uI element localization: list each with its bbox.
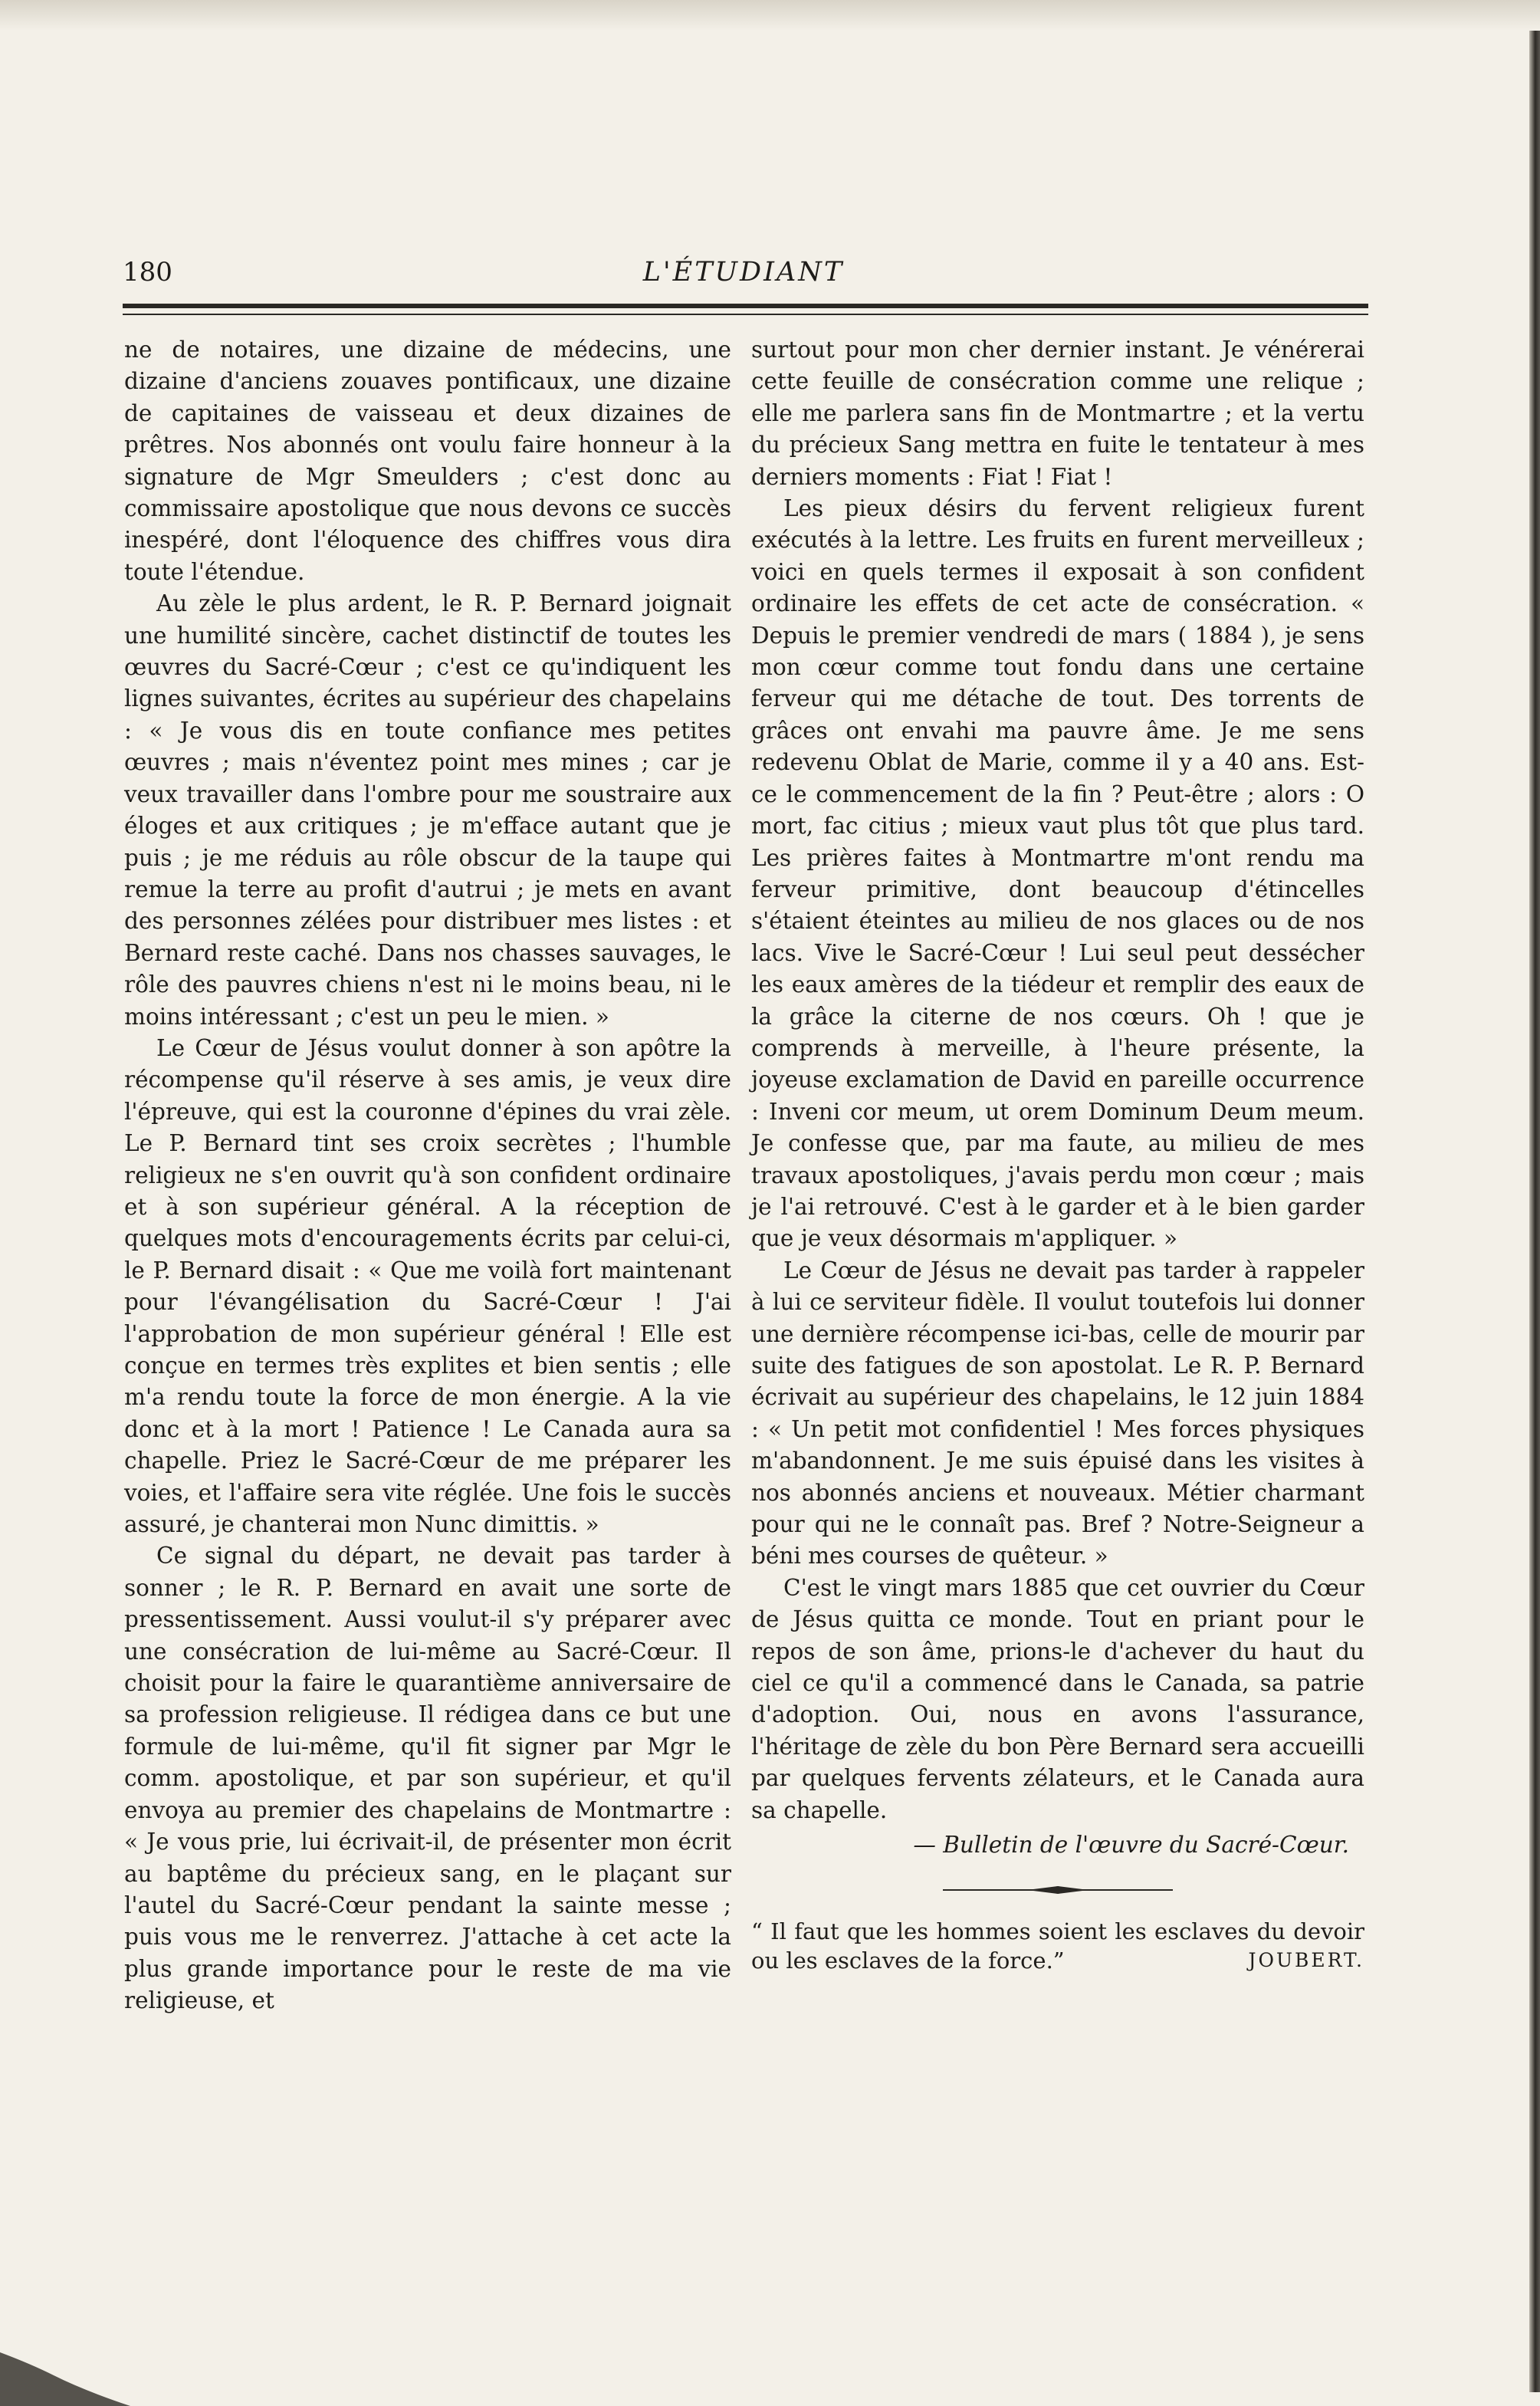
source-attribution: — Bulletin de l'œuvre du Sacré-Cœur. bbox=[913, 1832, 1349, 1859]
page-top-shadow bbox=[0, 0, 1540, 31]
journal-title: L'ÉTUDIANT bbox=[642, 257, 845, 288]
right-column bbox=[751, 334, 1364, 1975]
paragraph: Le Cœur de Jésus ne devait pas tarder à rappeler à lui ce serviteur fidèle. Il voulut toutefois lui donner une dernière récompense ici-bas, celle de mourir par suite des fatigues de son apostolat. Le R. P. Bernard écrivait au supérieur des chapelains, le 12 juin 1884 : « Un petit mot confidentiel ! Mes forces physiques m'abandonnent. Je me suis épuisé dans les visites à nos abonnés anciens et nouveaux. Métier charmant pour qui ne le connaît pas. Bref ? Notre-Seigneur a béni mes courses de quêteur. » bbox=[751, 1257, 1364, 1569]
paragraph: ne de notaires, une dizaine de médecins, une dizaine d'anciens zouaves pontificaux, une dizaine de capitaines de vaisseau et deux dizaines de prêtres. Nos abonnés ont voulu faire honneur à la signature de Mgr Smeulders ; c'est donc au commissaire apostolique que nous devons ce succès inespéré, dont l'éloquence des chiffres vous dira toute l'étendue. bbox=[124, 337, 731, 585]
paragraph: Au zèle le plus ardent, le R. P. Bernard joignait une humilité sincère, cachet distinctif de toutes les œuvres du Sacré-Cœur ; c'est ce qu'indiquent les lignes suivantes, écrites au supérieur des chapelains : « Je vous dis en toute confiance mes petites œuvres ; mais n'éventez point mes mines ; car je veux travailler dans l'ombre pour me soustraire aux éloges et aux critiques ; je m'efface autant que je puis ; je me réduis au rôle obscur de la taupe qui remue la terre au profit d'autrui ; je mets en avant des personnes zélées pour distribuer mes listes : et Bernard reste caché. Dans nos chasses sauvages, le rôle des pauvres chiens n'est ni le moins beau, ni le moins intéressant ; c'est un peu le mien. » bbox=[124, 590, 731, 1030]
ornamental-divider bbox=[751, 1878, 1364, 1909]
left-column bbox=[124, 334, 731, 2017]
running-head bbox=[123, 257, 1364, 297]
divider-ornament-icon bbox=[935, 1878, 1180, 1901]
scan-smudge bbox=[0, 2322, 130, 2406]
paragraph: C'est le vingt mars 1885 que cet ouvrier du Cœur de Jésus quitta ce monde. Tout en priant pour le repos de son âme, prions-le d'achever du haut du ciel ce qu'il a commencé dans le Canada, sa patrie d'adoption. Oui, nous en avons l'assurance, l'héritage de zèle du bon Père Bernard sera accueilli par quelques fervents zélateurs, et le Canada aura sa chapelle. bbox=[751, 1574, 1364, 1823]
paragraph: Le Cœur de Jésus voulut donner à son apôtre la récompense qu'il réserve à ses amis, je veux dire l'épreuve, qui est la couronne d'épines du vrai zèle. Le P. Bernard tint ses croix secrètes ; l'humble religieux ne s'en ouvrit qu'à son confident ordinaire et à son supérieur général. A la réception de quelques mots d'encouragements écrits par celui-ci, le P. Bernard disait : « Que me voilà fort maintenant pour l'évangélisation du Sacré-Cœur ! J'ai l'approbation de mon supérieur général ! Elle est conçue en termes très explites et bien sentis ; elle m'a rendu toute la force de mon énergie. A la vie donc et à la mort ! Patience ! Le Canada aura sa chapelle. Priez le Sacré-Cœur de me préparer les voies, et l'affaire sera vite réglée. Une fois le succès assuré, je chanterai mon Nunc dimittis. » bbox=[124, 1034, 731, 1538]
paragraph: surtout pour mon cher dernier instant. Je vénérerai cette feuille de consécration comme une relique ; elle me parlera sans fin de Montmartre ; et la vertu du précieux Sang mettra en fuite le tentateur à mes derniers moments : Fiat ! Fiat ! bbox=[751, 337, 1364, 490]
page-number: 180 bbox=[123, 257, 172, 288]
page-binding-edge bbox=[1529, 31, 1540, 2392]
header-rule-thin bbox=[123, 314, 1368, 315]
header-rule-thick bbox=[123, 304, 1368, 308]
paragraph: Les pieux désirs du fervent religieux furent exécutés à la lettre. Les fruits en furent merveilleux ; voici en quels termes il exposait à son confident ordinaire les effets de cet acte de consécration. « Depuis le premier vendredi de mars ( 1884 ), je sens mon cœur comme tout fondu dans une certaine ferveur qui me détache de tout. Des torrents de grâces ont envahi ma pauvre âme. Je me sens redevenu Oblat de Marie, comme il y a 40 ans. Est-ce le commencement de la fin ? Peut-être ; alors : O mort, fac citius ; mieux vaut plus tôt que plus tard. Les prières faites à Montmartre m'ont rendu ma ferveur primitive, dont beaucoup d'étincelles s'étaient éteintes au milieu de nos glaces ou de nos lacs. Vive le Sacré-Cœur ! Lui seul peut dessécher les eaux amères de la tiédeur et remplir des eaux de la grâce la citerne de nos cœurs. Oh ! que je comprends à merveille, à l'heure présente, la joyeuse exclamation de David en pareille occurrence : Inveni cor meum, ut orem Dominum Deum meum. Je confesse que, par ma faute, au milieu de mes travaux apostoliques, j'avais perdu mon cœur ; mais je l'ai retrouvé. C'est à le garder et à le bien garder que je veux désormais m'appliquer. » bbox=[751, 495, 1364, 1252]
epigraph-author: JOUBERT. bbox=[1248, 1948, 1364, 1971]
epigraph-quote: “ Il faut que les hommes soient les esclaves du devoir ou les esclaves de la force.” bbox=[751, 1918, 1364, 1974]
paragraph: Ce signal du départ, ne devait pas tarder à sonner ; le R. P. Bernard en avait une sorte de pressentissement. Aussi voulut-il s'y préparer avec une consécration de lui-même au Sacré-Cœur. Il choisit pour la faire le quarantième anniversaire de sa profession religieuse. Il rédigea dans ce but une formule de lui-même, qu'il fit signer par Mgr le comm. apostolique, et par son supérieur, et qu'il envoya au premier des chapelains de Montmartre : « Je vous prie, lui écrivait-il, de présenter mon écrit au baptême du précieux sang, en le plaçant sur l'autel du Sacré-Cœur pendant la sainte messe ; puis vous me le renverrez. J'attache à cet acte la plus grande importance pour le reste de ma vie religieuse, et bbox=[124, 1543, 731, 2014]
epigraph bbox=[751, 1917, 1364, 1975]
